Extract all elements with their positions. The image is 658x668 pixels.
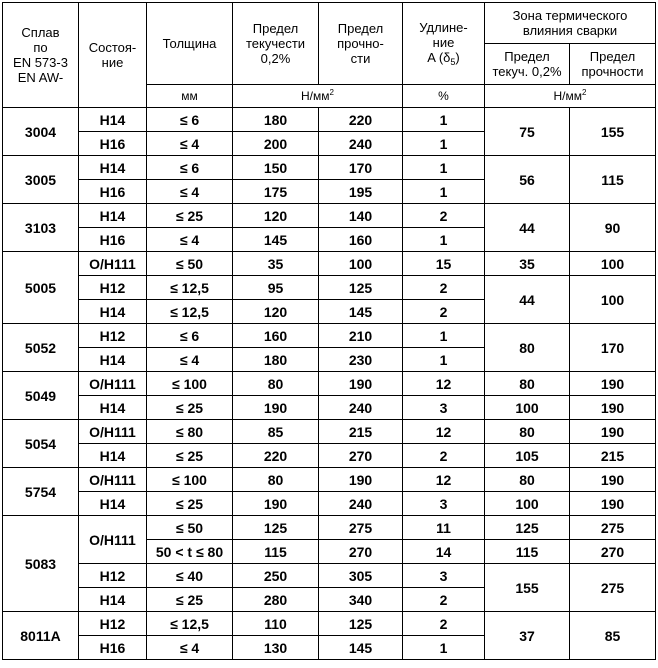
alloy-cell: 5005 — [3, 252, 79, 324]
table-row — [3, 204, 656, 228]
thickness-cell: ≤ 25 — [147, 444, 233, 468]
haz-tensile-cell: 100 — [570, 276, 656, 324]
yield-cell: 120 — [233, 204, 319, 228]
col-haz-header: Зона термического влияния сварки — [485, 3, 656, 44]
tensile-cell: 340 — [319, 588, 403, 612]
tensile-cell: 190 — [319, 372, 403, 396]
haz-yield-cell: 100 — [485, 396, 570, 420]
haz-yield-cell: 155 — [485, 564, 570, 612]
temper-cell: O/H111 — [79, 468, 147, 492]
tensile-cell: 190 — [319, 468, 403, 492]
col-tensile-header: Предел прочно- сти — [319, 3, 403, 85]
table-row — [3, 612, 656, 636]
thickness-cell: ≤ 4 — [147, 348, 233, 372]
temper-cell: O/H111 — [79, 516, 147, 564]
haz-yield-cell: 105 — [485, 444, 570, 468]
alloy-cell: 3103 — [3, 204, 79, 252]
tensile-cell: 270 — [319, 444, 403, 468]
tensile-cell: 145 — [319, 636, 403, 660]
haz-yield-cell: 56 — [485, 156, 570, 204]
haz-tensile-cell: 275 — [570, 564, 656, 612]
haz-yield-cell: 115 — [485, 540, 570, 564]
haz-yield-cell: 100 — [485, 492, 570, 516]
temper-cell: H12 — [79, 612, 147, 636]
haz-yield-cell: 80 — [485, 420, 570, 444]
elongation-cell: 12 — [403, 420, 485, 444]
haz-tensile-cell: 100 — [570, 252, 656, 276]
col-temper-header: Состоя- ние — [79, 3, 147, 108]
yield-cell: 80 — [233, 468, 319, 492]
elongation-cell: 14 — [403, 540, 485, 564]
thickness-cell: ≤ 4 — [147, 228, 233, 252]
temper-cell: H14 — [79, 108, 147, 132]
unit-thickness: мм — [147, 85, 233, 108]
tensile-cell: 210 — [319, 324, 403, 348]
elongation-cell: 1 — [403, 324, 485, 348]
haz-yield-cell: 80 — [485, 324, 570, 372]
tensile-cell: 140 — [319, 204, 403, 228]
temper-cell: H16 — [79, 636, 147, 660]
yield-cell: 95 — [233, 276, 319, 300]
yield-cell: 130 — [233, 636, 319, 660]
haz-yield-cell: 37 — [485, 612, 570, 660]
thickness-cell: ≤ 100 — [147, 468, 233, 492]
elongation-cell: 12 — [403, 372, 485, 396]
table-row — [3, 396, 656, 420]
elongation-cell: 12 — [403, 468, 485, 492]
temper-cell: H14 — [79, 300, 147, 324]
table-row — [3, 324, 656, 348]
table-row — [3, 516, 656, 540]
elongation-cell: 11 — [403, 516, 485, 540]
alloy-cell: 5083 — [3, 516, 79, 612]
yield-cell: 145 — [233, 228, 319, 252]
temper-cell: H16 — [79, 180, 147, 204]
haz-tensile-cell: 215 — [570, 444, 656, 468]
table-wrapper — [2, 2, 656, 660]
yield-cell: 200 — [233, 132, 319, 156]
thickness-cell: ≤ 6 — [147, 108, 233, 132]
table-header — [3, 3, 656, 108]
elongation-cell: 2 — [403, 612, 485, 636]
yield-cell: 190 — [233, 396, 319, 420]
haz-tensile-cell: 190 — [570, 492, 656, 516]
temper-cell: O/H111 — [79, 420, 147, 444]
yield-cell: 180 — [233, 108, 319, 132]
elongation-cell: 1 — [403, 228, 485, 252]
elongation-cell: 15 — [403, 252, 485, 276]
tensile-cell: 145 — [319, 300, 403, 324]
elongation-cell: 1 — [403, 108, 485, 132]
elongation-cell: 2 — [403, 588, 485, 612]
yield-cell: 120 — [233, 300, 319, 324]
thickness-cell: ≤ 12,5 — [147, 276, 233, 300]
thickness-cell: ≤ 4 — [147, 180, 233, 204]
unit-stress: $Н/мм^2$ — [233, 85, 403, 108]
elongation-cell: 1 — [403, 132, 485, 156]
thickness-cell: ≤ 12,5 — [147, 300, 233, 324]
haz-tensile-cell: 275 — [570, 516, 656, 540]
table-row — [3, 156, 656, 180]
thickness-cell: 50 < t ≤ 80 — [147, 540, 233, 564]
thickness-cell: ≤ 50 — [147, 252, 233, 276]
temper-cell: O/H111 — [79, 372, 147, 396]
tensile-cell: 240 — [319, 396, 403, 420]
yield-cell: 190 — [233, 492, 319, 516]
haz-yield-cell: 75 — [485, 108, 570, 156]
col-alloy-header: Сплав по EN 573-3 EN AW- — [3, 3, 79, 108]
col-haz-yield-header: Предел текуч. 0,2% — [485, 44, 570, 85]
elongation-cell: 3 — [403, 564, 485, 588]
elongation-cell: 1 — [403, 156, 485, 180]
temper-cell: O/H111 — [79, 252, 147, 276]
tensile-cell: 125 — [319, 612, 403, 636]
haz-tensile-cell: 190 — [570, 372, 656, 396]
yield-cell: 160 — [233, 324, 319, 348]
temper-cell: H14 — [79, 156, 147, 180]
thickness-cell: ≤ 100 — [147, 372, 233, 396]
temper-cell: H14 — [79, 588, 147, 612]
table-row — [3, 420, 656, 444]
thickness-cell: ≤ 6 — [147, 324, 233, 348]
alloy-cell: 3005 — [3, 156, 79, 204]
elongation-cell: 1 — [403, 636, 485, 660]
haz-tensile-cell: 90 — [570, 204, 656, 252]
yield-cell: 280 — [233, 588, 319, 612]
tensile-cell: 100 — [319, 252, 403, 276]
thickness-cell: ≤ 25 — [147, 492, 233, 516]
haz-tensile-cell: 270 — [570, 540, 656, 564]
haz-tensile-cell: 115 — [570, 156, 656, 204]
alloy-cell: 5754 — [3, 468, 79, 516]
elongation-cell: 3 — [403, 492, 485, 516]
temper-cell: H16 — [79, 228, 147, 252]
yield-cell: 80 — [233, 372, 319, 396]
haz-tensile-cell: 190 — [570, 468, 656, 492]
yield-cell: 115 — [233, 540, 319, 564]
thickness-cell: ≤ 25 — [147, 588, 233, 612]
temper-cell: H14 — [79, 204, 147, 228]
table-row — [3, 492, 656, 516]
elongation-cell: 2 — [403, 276, 485, 300]
table-row — [3, 444, 656, 468]
alloy-cell: 3004 — [3, 108, 79, 156]
col-haz-tensile-header: Предел прочности — [570, 44, 656, 85]
unit-elongation: % — [403, 85, 485, 108]
tensile-cell: 230 — [319, 348, 403, 372]
alloy-cell: 5052 — [3, 324, 79, 372]
yield-cell: 250 — [233, 564, 319, 588]
thickness-cell: ≤ 4 — [147, 636, 233, 660]
table-row — [3, 372, 656, 396]
alloy-cell: 5049 — [3, 372, 79, 420]
table-row — [3, 276, 656, 300]
thickness-cell: ≤ 25 — [147, 204, 233, 228]
tensile-cell: 240 — [319, 492, 403, 516]
haz-yield-cell: 80 — [485, 372, 570, 396]
tensile-cell: 215 — [319, 420, 403, 444]
temper-cell: H14 — [79, 348, 147, 372]
table-row — [3, 108, 656, 132]
col-thickness-header: Толщина — [147, 3, 233, 85]
tensile-cell: 275 — [319, 516, 403, 540]
tensile-cell: 160 — [319, 228, 403, 252]
haz-yield-cell: 125 — [485, 516, 570, 540]
haz-yield-cell: 80 — [485, 468, 570, 492]
tensile-cell: 305 — [319, 564, 403, 588]
temper-cell: H16 — [79, 132, 147, 156]
temper-cell: H12 — [79, 564, 147, 588]
haz-yield-cell: 44 — [485, 204, 570, 252]
yield-cell: 110 — [233, 612, 319, 636]
tensile-cell: 195 — [319, 180, 403, 204]
haz-tensile-cell: 170 — [570, 324, 656, 372]
alloy-properties-table — [2, 2, 656, 660]
elongation-cell: 1 — [403, 180, 485, 204]
yield-cell: 85 — [233, 420, 319, 444]
table-body — [3, 108, 656, 660]
tensile-cell: 170 — [319, 156, 403, 180]
alloy-cell: 8011A — [3, 612, 79, 660]
thickness-cell: ≤ 25 — [147, 396, 233, 420]
col-yield-header: Предел текучести 0,2% — [233, 3, 319, 85]
thickness-cell: ≤ 40 — [147, 564, 233, 588]
thickness-cell: ≤ 12,5 — [147, 612, 233, 636]
tensile-cell: 270 — [319, 540, 403, 564]
temper-cell: H14 — [79, 396, 147, 420]
alloy-cell: 5054 — [3, 420, 79, 468]
elongation-cell: 3 — [403, 396, 485, 420]
temper-cell: H14 — [79, 444, 147, 468]
thickness-cell: ≤ 6 — [147, 156, 233, 180]
temper-cell: H12 — [79, 276, 147, 300]
tensile-cell: 125 — [319, 276, 403, 300]
haz-tensile-cell: 155 — [570, 108, 656, 156]
haz-yield-cell: 35 — [485, 252, 570, 276]
yield-cell: 150 — [233, 156, 319, 180]
elongation-cell: 2 — [403, 300, 485, 324]
yield-cell: 125 — [233, 516, 319, 540]
tensile-cell: 240 — [319, 132, 403, 156]
table-row — [3, 468, 656, 492]
elongation-cell: 2 — [403, 444, 485, 468]
thickness-cell: ≤ 80 — [147, 420, 233, 444]
haz-yield-cell: 44 — [485, 276, 570, 324]
elongation-cell: 1 — [403, 348, 485, 372]
tensile-cell: 220 — [319, 108, 403, 132]
yield-cell: 35 — [233, 252, 319, 276]
yield-cell: 220 — [233, 444, 319, 468]
unit-haz-stress: $Н/мм^2$ — [485, 85, 656, 108]
yield-cell: 180 — [233, 348, 319, 372]
temper-cell: H14 — [79, 492, 147, 516]
thickness-cell: ≤ 50 — [147, 516, 233, 540]
yield-cell: 175 — [233, 180, 319, 204]
table-row — [3, 252, 656, 276]
temper-cell: H12 — [79, 324, 147, 348]
thickness-cell: ≤ 4 — [147, 132, 233, 156]
col-elongation-header: Удлине- ние A $(\delta_5)$ — [403, 3, 485, 85]
haz-tensile-cell: 190 — [570, 420, 656, 444]
haz-tensile-cell: 85 — [570, 612, 656, 660]
elongation-cell: 2 — [403, 204, 485, 228]
table-row — [3, 564, 656, 588]
haz-tensile-cell: 190 — [570, 396, 656, 420]
